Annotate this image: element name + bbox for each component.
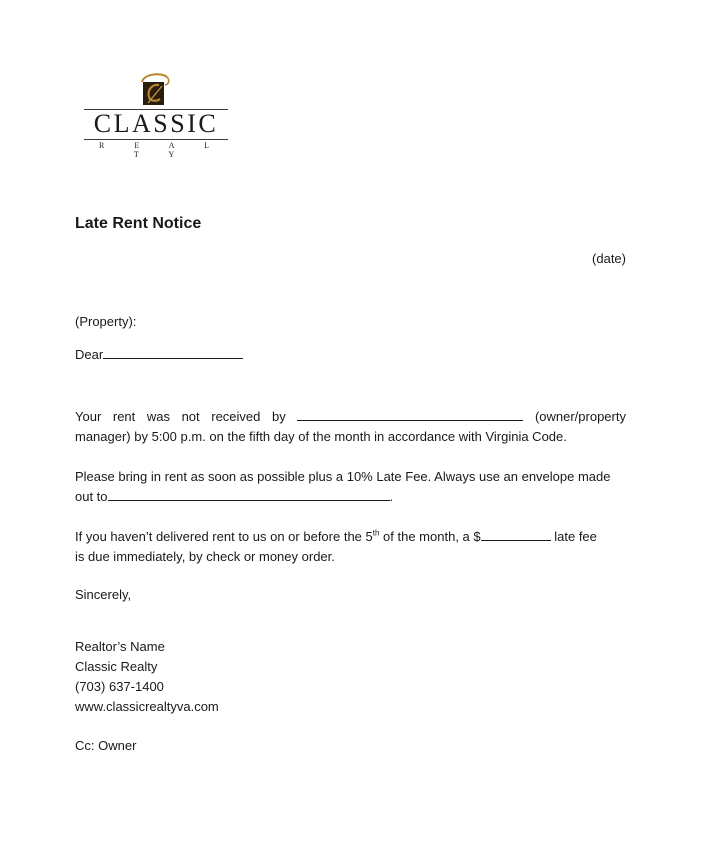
realtor-name: Realtor’s Name	[75, 639, 165, 654]
salutation-line	[75, 346, 243, 362]
paragraph1-line1	[75, 407, 626, 427]
paragraph1-line2: manager) by 5:00 p.m. on the fifth day of the month in accordance with Virginia Code.	[75, 429, 567, 444]
website: www.classicrealtyva.com	[75, 699, 219, 714]
payee-blank	[108, 488, 390, 501]
paragraph-late-fee	[75, 467, 626, 507]
paragraph3-part2: of the month, a $	[383, 529, 481, 544]
notice-title: Late Rent Notice	[75, 215, 202, 232]
signature-block	[75, 637, 626, 717]
paragraph1-part1: Your rent was not received by	[75, 409, 286, 424]
paragraph3-part3: late fee	[554, 529, 597, 544]
cc-line: Cc: Owner	[75, 738, 137, 753]
paragraph2-line1: Please bring in rent as soon as possible plus a 10% Late Fee. Always use an envelope made	[75, 469, 611, 484]
paragraph3-line2: is due immediately, by check or money order.	[75, 549, 335, 564]
owner-name-blank	[297, 408, 523, 421]
paragraph3-part1: If you haven’t delivered rent to us on or before the 5	[75, 529, 373, 544]
classic-realty-emblem-icon	[134, 72, 174, 108]
date-label: (date)	[592, 251, 626, 266]
closing: Sincerely,	[75, 587, 132, 602]
paragraph-due-immediately	[75, 527, 626, 567]
logo-rule-bottom	[84, 139, 228, 140]
company-name: Classic Realty	[75, 659, 158, 674]
paragraph2-line2	[75, 487, 626, 507]
paragraph3-sup: th	[372, 528, 380, 538]
property-label: (Property):	[75, 314, 137, 329]
logo-subtitle: R E A L T Y	[98, 141, 223, 159]
salutation: Dear	[75, 347, 104, 362]
tenant-name-blank	[103, 346, 243, 359]
logo-wordmark: CLASSIC	[93, 109, 219, 138]
paragraph1-part2: (owner/property	[534, 409, 626, 424]
paragraph2-line2-start: out to	[75, 489, 108, 504]
paragraph-rent-not-received	[75, 407, 626, 447]
late-fee-amount-blank	[481, 528, 551, 541]
classic-realty-logo	[80, 72, 232, 159]
paragraph2-line2-end: .	[389, 489, 394, 504]
paragraph3-line1	[75, 527, 626, 547]
phone-number: (703) 637-1400	[75, 679, 164, 694]
